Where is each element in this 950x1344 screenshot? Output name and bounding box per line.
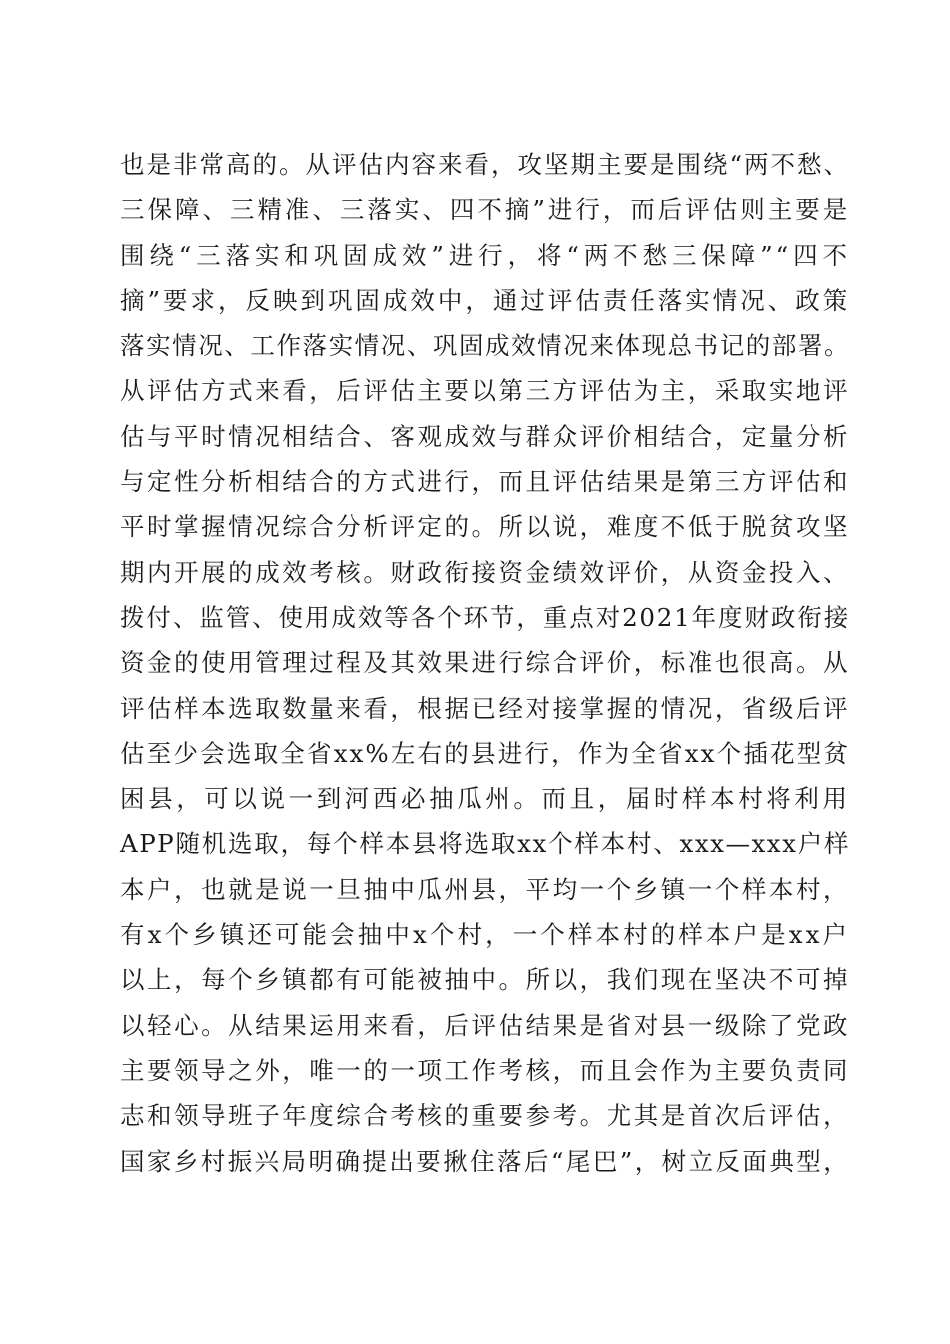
text-line: 国家乡村振兴局明确提出要揪住落后“尾巴”，树立反面典型， — [120, 1146, 850, 1176]
text-line: 以上，每个乡镇都有可能被抽中。所以，我们现在坚决不可掉 — [120, 965, 850, 995]
text-line: 以轻心。从结果运用来看，后评估结果是省对县一级除了党政 — [120, 1010, 850, 1040]
text-line: 从评估方式来看，后评估主要以第三方评估为主，采取实地评 — [120, 376, 850, 406]
text-line: 与定性分析相结合的方式进行，而且评估结果是第三方评估和 — [120, 467, 850, 497]
text-line: 平时掌握情况综合分析评定的。所以说，难度不低于脱贫攻坚 — [120, 512, 850, 542]
text-line: 评估样本选取数量来看，根据已经对接掌握的情况，省级后评 — [120, 693, 850, 723]
body-paragraph — [120, 142, 850, 1184]
text-line: 也是非常高的。从评估内容来看，攻坚期主要是围绕“两不愁、 — [120, 150, 851, 179]
text-line: 志和领导班子年度综合考核的重要参考。尤其是首次后评估， — [120, 1101, 850, 1131]
text-line: 拨付、监管、使用成效等各个环节，重点对2021年度财政衔接 — [120, 602, 850, 632]
text-line: 有x个乡镇还可能会抽中x个村，一个样本村的样本户是xx户 — [120, 920, 850, 950]
text-line: 主要领导之外，唯一的一项工作考核，而且会作为主要负责同 — [120, 1055, 850, 1085]
text-line: 估与平时情况相结合、客观成效与群众评价相结合，定量分析 — [120, 421, 850, 451]
text-line: 估至少会选取全省xx%左右的县进行，作为全省xx个插花型贫 — [120, 738, 850, 768]
text-line: 资金的使用管理过程及其效果进行综合评价，标准也很高。从 — [120, 648, 850, 678]
text-line: APP随机选取，每个样本县将选取xx个样本村、xxx—xxx户样 — [120, 829, 850, 859]
text-line: 围绕“三落实和巩固成效”进行，将“两不愁三保障”“四不 — [120, 240, 850, 270]
text-line: 落实情况、工作落实情况、巩固成效情况来体现总书记的部署。 — [120, 331, 850, 361]
text-line: 摘”要求，反映到巩固成效中，通过评估责任落实情况、政策 — [120, 285, 850, 315]
text-line: 期内开展的成效考核。财政衔接资金绩效评价，从资金投入、 — [120, 557, 850, 587]
text-line: 本户，也就是说一旦抽中瓜州县，平均一个乡镇一个样本村， — [120, 874, 850, 904]
text-line: 困县，可以说一到河西必抽瓜州。而且，届时样本村将利用 — [120, 784, 850, 814]
text-line: 三保障、三精准、三落实、四不摘”进行，而后评估则主要是 — [120, 195, 850, 225]
